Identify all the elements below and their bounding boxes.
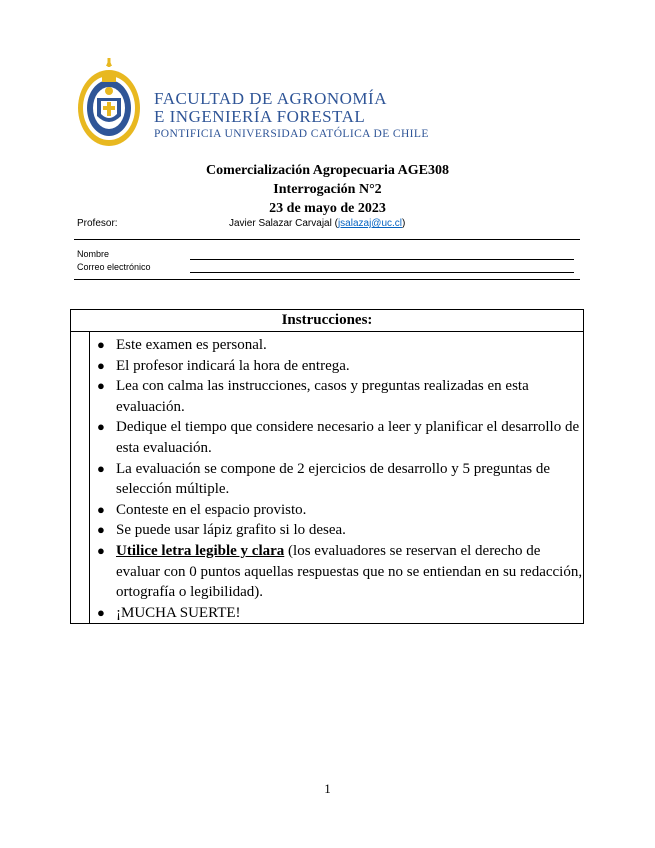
legible-rest: (los evaluadores se reservan el derecho de evaluar con 0 puntos aquellas respuestas que no se entiendan en su redacción, ortografía o legibilidad). — [116, 542, 583, 601]
instructions-title: Instrucciones: — [70, 309, 584, 332]
list-item — [94, 417, 584, 458]
bullet-icon: ● — [97, 460, 105, 476]
faculty-line2: E INGENIERÍA FORESTAL — [154, 107, 366, 126]
bullet-icon: ● — [97, 357, 105, 373]
list-item-text: Este examen es personal. — [116, 337, 267, 353]
divider-bottom — [74, 279, 580, 280]
faculty-line1: FACULTAD DE AGRONOMÍA — [154, 89, 387, 108]
list-item-text: El profesor indicará la hora de entrega. — [116, 357, 350, 374]
bullet-icon: ● — [97, 378, 105, 394]
bullet-icon: ● — [97, 419, 105, 435]
test-title: Interrogación N°2 — [273, 182, 382, 197]
list-item-text: La evaluación se compone de 2 ejercicios de desarrollo y 5 preguntas de selección múltiple. — [116, 460, 550, 498]
list-item-good-luck — [94, 603, 584, 624]
list-item — [94, 459, 584, 500]
bullet-icon: ● — [97, 542, 105, 558]
bullet-icon: ● — [97, 522, 105, 538]
list-item — [94, 520, 584, 541]
email-field[interactable] — [190, 272, 574, 273]
list-item-text: Se puede usar lápiz grafito si lo desea. — [116, 522, 346, 539]
list-item — [94, 335, 584, 356]
list-item-text: Dedique el tiempo que considere necesario a leer y planificar el desarrollo de esta evaluación. — [116, 419, 580, 456]
university-name: PONTIFICIA UNIVERSIDAD CATÓLICA DE CHILE — [154, 128, 429, 140]
professor-info — [229, 218, 405, 229]
divider-top — [74, 239, 580, 240]
exam-date: 23 de mayo de 2023 — [269, 201, 386, 216]
legible-emphasis: Utilice letra legible y clara — [116, 542, 285, 559]
professor-label: Profesor: — [77, 218, 118, 229]
bullet-icon: ● — [97, 501, 105, 517]
professor-email-link[interactable]: jsalazaj@uc.cl — [337, 218, 402, 229]
exam-title-block — [0, 161, 655, 218]
list-item-text: Lea con calma las instrucciones, casos y preguntas realizadas en esta evaluación. — [116, 378, 529, 415]
good-luck-text: ¡MUCHA SUERTE! — [116, 604, 241, 621]
list-item — [94, 376, 584, 417]
professor-name: Javier Salazar Carvajal ( — [229, 218, 338, 229]
page-number: 1 — [324, 781, 331, 796]
name-label: Nombre — [77, 249, 110, 259]
list-item-legible — [94, 541, 584, 603]
name-field[interactable] — [190, 259, 574, 260]
university-seal-icon — [76, 58, 142, 150]
list-item — [94, 356, 584, 377]
instructions-column-line — [89, 332, 90, 624]
email-label: Correo electrónico — [77, 262, 151, 272]
course-title: Comercialización Agropecuaria AGE308 — [206, 163, 449, 178]
list-item — [94, 500, 584, 521]
professor-close-paren: ) — [402, 218, 406, 229]
faculty-name — [154, 90, 429, 141]
bullet-icon: ● — [97, 337, 105, 352]
instructions-list — [94, 335, 584, 623]
list-item-text: Conteste en el espacio provisto. — [116, 501, 307, 518]
bullet-icon: ● — [97, 604, 105, 620]
